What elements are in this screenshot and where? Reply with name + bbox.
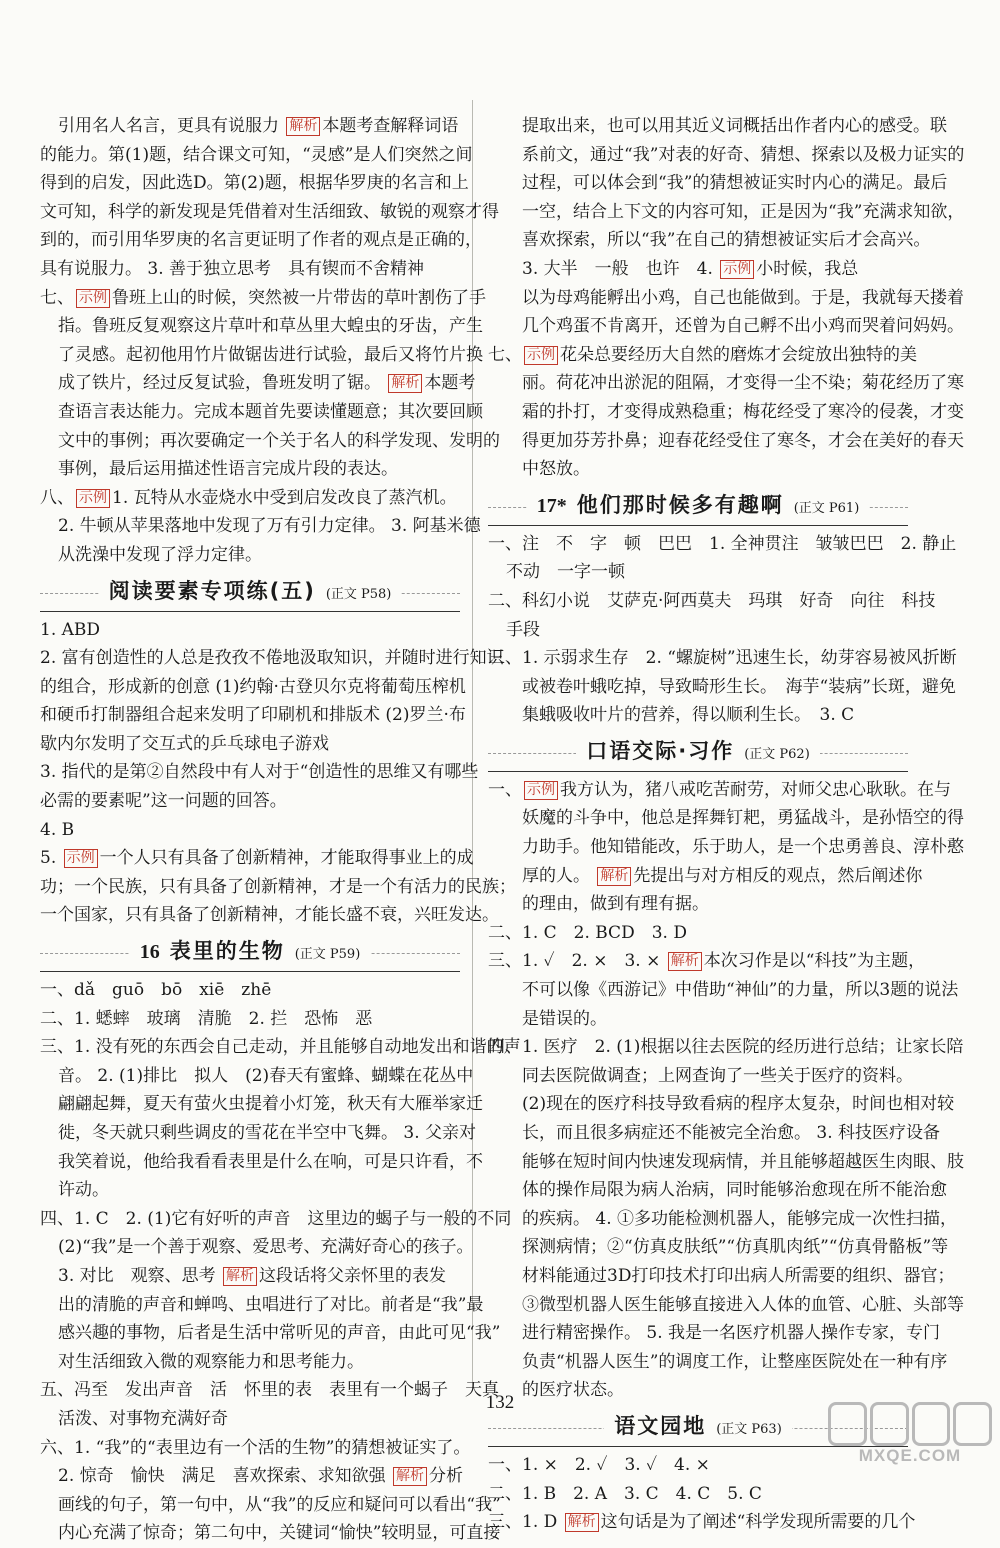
answer-line xyxy=(488,919,908,948)
page-reference: (正文 P59) xyxy=(294,947,361,963)
answer-text: 歇内尔发明了交互式的乒乓球电子游戏 xyxy=(40,733,329,754)
answer-line xyxy=(488,616,908,645)
answer-text: 不可以像《西游记》中借助“神仙”的力量，所以3题的说法 xyxy=(522,980,959,1001)
answer-line xyxy=(488,1005,908,1034)
answer-text: 七、 xyxy=(488,344,522,365)
answer-text: 七、 xyxy=(40,287,74,308)
answer-text: 分析 xyxy=(429,1466,464,1487)
answer-tag: 解析 xyxy=(223,1267,257,1286)
answer-line xyxy=(40,1005,460,1034)
section-heading xyxy=(40,932,460,974)
answer-text: 二、1. B 2. A 3. C 4. C 5. C xyxy=(488,1483,762,1504)
section-heading xyxy=(488,732,908,774)
answer-line xyxy=(488,644,957,673)
answer-line xyxy=(488,226,931,255)
page-reference: (正文 P63) xyxy=(716,1421,782,1437)
answer-text: 八、 xyxy=(40,487,74,508)
answer-text: 妖魔的斗争中，他总是挥舞钉耙，勇猛战斗，是孙悟空的得 xyxy=(522,808,964,829)
answer-text: 一空，结合上下文的内容可知，正是因为“我”充满求知欲， xyxy=(522,201,965,222)
answer-text: 集蛾吸收叶片的营养，得以顺利生长。 3. C xyxy=(522,705,855,726)
answer-text: 是错误的。 xyxy=(522,1008,607,1029)
answer-text: 过程，可以体会到“我”的猜想被证实时内心的满足。最后 xyxy=(522,173,948,194)
answer-text: 这句话是为了阐述“科学发现所需要的几个 xyxy=(600,1512,916,1533)
answer-line xyxy=(40,255,460,284)
answer-text: 事例，最后运用描述性语言完成片段的表达。 xyxy=(58,459,398,480)
answer-text: 不动 一字一顿 xyxy=(506,562,625,583)
answer-text: 三、1. ✓ 2. × 3. × xyxy=(488,951,666,972)
watermark-text: MXQE.COM xyxy=(858,1446,962,1465)
answer-tag: 示例 xyxy=(524,346,558,365)
answer-text: 文可知，科学的新发现是凭借着对生活细致、敏锐的观察才得 xyxy=(40,201,499,222)
answer-text: 一、dǎ guō bō xiē zhē xyxy=(40,980,272,1001)
answer-line xyxy=(488,862,923,891)
answer-text: 的理由，做到有理有据。 xyxy=(522,894,709,915)
answer-line xyxy=(488,530,957,559)
answer-text: ③微型机器人医生能够直接进入人体的血管、心脏、头部等 xyxy=(522,1294,964,1315)
answer-line xyxy=(488,284,964,313)
answer-line xyxy=(488,833,964,862)
answer-text: 几个鸡蛋不肯离开，还曾为自己孵不出小鸡而哭着问妈妈。 xyxy=(522,316,964,337)
answer-text: 的疾病。 4. ①多功能检测机器人，能够完成一次性扫描， xyxy=(522,1208,958,1229)
answer-line xyxy=(488,1508,916,1537)
section-title: 表里的生物 xyxy=(169,939,285,964)
answer-text: 具有说服力。 3. 善于独立思考 具有锲而不舍精神 xyxy=(40,258,425,279)
answer-text: 徙，冬天就只剩些调皮的雪花在半空中飞舞。 3. 父亲对 xyxy=(58,1123,477,1143)
answer-line xyxy=(488,776,951,805)
answer-text: 五、冯至 发出声音 活 怀里的表 表里有一个蝎子 天真 xyxy=(40,1380,499,1401)
answer-line xyxy=(40,1434,471,1463)
answer-text: 霜的扑打，才变得成熟稳重；梅花经受了寒冷的侵袭，才变 xyxy=(522,401,964,422)
answer-line xyxy=(40,616,460,645)
answer-text: 丽。荷花冲出淤泥的阻隔，才变得一尘不染；菊花经历了寒 xyxy=(522,373,964,394)
answer-line xyxy=(40,141,473,170)
answer-line xyxy=(40,226,482,255)
answer-line xyxy=(488,890,908,919)
answer-line xyxy=(40,1233,474,1262)
answer-text: 成了铁片，经过反复试验，鲁班发明了锯。 xyxy=(58,373,387,394)
answer-text: 探测病情；②“仿真皮肤纸”“仿真肌肉纸”“仿真骨骼板”等 xyxy=(522,1237,949,1258)
answer-text: 本次习作是以“科技”为主题， xyxy=(703,951,926,972)
answer-line xyxy=(488,1262,955,1291)
answer-text: 小时候，我总 xyxy=(756,258,859,279)
answer-line xyxy=(40,730,460,759)
answer-line xyxy=(488,112,947,141)
answer-text: 3. 指代的是第②自然段中有人对于“创造性的思维又有哪些 xyxy=(40,762,479,783)
answer-text: 感兴趣的事物，后者是生活中常听见的声音，由此可见“我” xyxy=(58,1323,501,1344)
answer-line xyxy=(40,427,500,456)
answer-text: 体的操作局限为病人治病，同时能够治愈现在所不能治愈 xyxy=(522,1180,947,1201)
answer-text: 音。 2. (1)排比 拟人 (2)春天有蜜蜂、蝴蝶在花丛中 xyxy=(58,1065,474,1086)
answer-text: 进行精密操作。 5. 我是一名医疗机器人操作专家，专门 xyxy=(522,1323,941,1344)
answer-text: 先提出与对方相反的观点，然后阐述你 xyxy=(633,865,923,886)
answer-line xyxy=(40,369,476,398)
answer-line xyxy=(40,312,483,341)
answer-text: 手段 xyxy=(506,619,540,640)
answer-text: 3. 对比 观察、思考 xyxy=(58,1265,222,1286)
answer-text: 4. B xyxy=(40,819,75,840)
answer-text: 本题考 xyxy=(424,373,476,394)
page-reference: (正文 P62) xyxy=(744,746,810,762)
answer-text: 从洗澡中发现了浮力定律。 xyxy=(58,544,262,565)
watermark-logo xyxy=(828,1402,992,1468)
answer-text: 一、1. × 2. ✓ 3. ✓ 4. × xyxy=(488,1454,710,1475)
answer-text: 对生活细致入微的观察能力和思考能力。 xyxy=(58,1351,364,1372)
answer-text: 必需的要素呢”这一问题的回答。 xyxy=(40,791,287,812)
answer-text: 三、1. 示弱求生存 2. “螺旋树”迅速生长，幼芽容易被风折断 xyxy=(488,648,957,669)
answer-line xyxy=(488,1291,964,1320)
answer-tag: 解析 xyxy=(565,1513,599,1532)
answer-text: 的组合，形成新的创意 (1)约翰·古登贝尔克将葡萄压榨机 xyxy=(40,676,466,697)
answer-line xyxy=(488,1205,958,1234)
answer-line xyxy=(488,1348,948,1377)
answer-line xyxy=(488,169,948,198)
answer-line xyxy=(40,673,466,702)
answer-text: 这段话将父亲怀里的表发 xyxy=(259,1265,447,1286)
answer-text: 喜欢探索，所以“我”在自己的猜想被证实后才会高兴。 xyxy=(522,230,931,251)
answer-text: 2. 富有创造性的人总是孜孜不倦地汲取知识，并随时进行知识 xyxy=(40,648,504,669)
answer-line xyxy=(488,341,917,370)
answer-tag: 解析 xyxy=(597,867,631,886)
answer-text: 厚的人。 xyxy=(522,865,596,886)
answer-line xyxy=(488,1090,955,1119)
answer-text: 系前文，通过“我”对表的好奇、猜想、探索以及极力证实的 xyxy=(522,144,965,165)
answer-text: 负责“机器人医生”的调度工作，让整座医院处在一种有序 xyxy=(522,1351,948,1372)
answer-line xyxy=(488,701,908,730)
answer-text: 三、1. 没有死的东西会自己走动，并且能够自动地发出和谐的声 xyxy=(40,1037,521,1058)
answer-tag: 示例 xyxy=(720,260,754,279)
answer-line xyxy=(40,1148,483,1177)
section-title: 口语交际·习作 xyxy=(586,738,735,763)
answer-line xyxy=(40,541,460,570)
answer-line xyxy=(488,947,926,976)
answer-line xyxy=(40,284,486,313)
answer-line xyxy=(488,1062,913,1091)
answer-text: 引用名人名言，更具有说服力 xyxy=(58,116,285,136)
answer-text: 活泼、对事物充满好奇 xyxy=(58,1408,228,1429)
answer-text: 一、 xyxy=(488,779,522,800)
answer-line xyxy=(40,844,474,873)
answer-text: 二、1. C 2. BCD 3. D xyxy=(488,922,687,943)
answer-text: 的医疗状态。 xyxy=(522,1380,624,1401)
section-title: 语文园地 xyxy=(614,1413,707,1438)
answer-line xyxy=(488,255,908,284)
answer-line xyxy=(40,512,481,541)
answer-line xyxy=(40,341,483,370)
answer-tag: 示例 xyxy=(64,849,98,868)
answer-text: 5. xyxy=(40,848,62,869)
answer-text: 一个国家，只有具备了创新精神，才能长盛不衰，兴旺发达。 xyxy=(40,905,499,926)
answer-line xyxy=(40,198,499,227)
answer-text: 三、1. D xyxy=(488,1512,563,1533)
answer-tag: 示例 xyxy=(524,781,558,800)
watermark-icon xyxy=(828,1402,992,1448)
answer-line xyxy=(488,1480,908,1509)
answer-line xyxy=(488,369,964,398)
answer-line xyxy=(488,1033,964,1062)
answer-text: 能够在短时间内快速发现病情，并且能够超越医生肉眼、肢 xyxy=(522,1151,964,1172)
page-reference: (正文 P61) xyxy=(793,500,860,516)
answer-text: 画线的句子，第一句中，从“我”的反应和疑问可以看出“我” xyxy=(58,1494,501,1515)
answer-line xyxy=(40,1348,460,1377)
answer-line xyxy=(488,312,964,341)
answer-text: 出的清脆的声音和蝉鸣、虫唱进行了对比。前者是“我”最 xyxy=(58,1294,484,1315)
answer-line xyxy=(40,816,460,845)
answer-line xyxy=(488,673,956,702)
answer-text: 3. 大半 一般 也许 4. xyxy=(522,258,719,279)
answer-text: 提取出来，也可以用其近义词概括出作者内心的感受。联 xyxy=(522,116,947,136)
answer-line xyxy=(488,587,936,616)
answer-line xyxy=(40,976,460,1005)
answer-tag: 示例 xyxy=(76,489,110,508)
answer-text: 查语言表达能力。完成本题首先要读懂题意；其次要回顾 xyxy=(58,401,483,422)
answer-tag: 解析 xyxy=(388,374,422,393)
answer-text: 了灵感。起初他用竹片做锯齿进行试验，最后又将竹片换 xyxy=(58,344,483,365)
answer-line xyxy=(40,455,460,484)
answer-line xyxy=(40,398,483,427)
answer-line xyxy=(488,976,959,1005)
answer-text: 翩翩起舞，夏天有萤火虫提着小灯笼，秋天有大雁举家迁 xyxy=(58,1094,483,1115)
answer-line xyxy=(40,701,466,730)
answer-text: 以为母鸡能孵出小鸡，自己也能做到。于是，我就每天搂着 xyxy=(522,287,964,308)
answer-text: 功；一个民族，只有具备了创新精神，才是一个有活力的民族； xyxy=(40,876,516,897)
answer-text: 力助手。他知错能改，乐于助人，是一个忠勇善良、淳朴憨 xyxy=(522,837,964,858)
answer-text: 长，而且很多病症还不能被完全治愈。 3. 科技医疗设备 xyxy=(522,1123,941,1143)
answer-text: 花朵总要经历大自然的磨炼才会绽放出独特的美 xyxy=(560,344,917,365)
answer-text: 指。鲁班反复观察这片草叶和草丛里大蝗虫的牙齿，产生 xyxy=(58,316,483,337)
section-title: 他们那时候多有趣啊 xyxy=(576,492,784,517)
answer-line xyxy=(40,1119,477,1148)
answer-line xyxy=(488,455,908,484)
section-heading xyxy=(40,572,460,614)
answer-text: 内心充满了惊奇；第二句中，关键词“愉快”较明显，可直接 xyxy=(58,1523,501,1544)
lesson-number: 17* xyxy=(536,494,567,517)
answer-text: 到的，而引用华罗庚的名言更证明了作者的观点是正确的， xyxy=(40,230,482,251)
answer-text: 文中的事例；再次要确定一个关于名人的科学发现、发明的 xyxy=(58,430,500,451)
answer-text: 1. ABD xyxy=(40,619,101,640)
answer-line xyxy=(40,1205,512,1234)
answer-line xyxy=(40,1319,501,1348)
answer-text: 2. 惊奇 愉快 满足 喜欢探索、求知欲强 xyxy=(58,1466,392,1487)
answer-text: 一个人只有具备了创新精神，才能取得事业上的成 xyxy=(99,848,474,869)
answer-line xyxy=(40,787,460,816)
answer-text: 我方认为，猪八戒吃苦耐劳，对师父忠心耿耿。在与 xyxy=(560,779,951,800)
answer-line xyxy=(40,1176,460,1205)
section-heading xyxy=(488,486,908,528)
answer-text: 1. 瓦特从水壶烧水中受到启发改良了蒸汽机。 xyxy=(112,487,457,508)
answer-text: 和硬币打制器组合起来发明了印刷机和排版术 (2)罗兰·布 xyxy=(40,705,466,726)
answer-text: 二、1. 蟋蟀 玻璃 清脆 2. 拦 恐怖 恶 xyxy=(40,1008,373,1029)
answer-line xyxy=(40,1462,464,1491)
answer-line xyxy=(40,1090,483,1119)
answer-text: 2. 牛顿从苹果落地中发现了万有引力定律。 3. 阿基米德 xyxy=(58,516,481,537)
answer-line xyxy=(488,1176,947,1205)
answer-tag: 解析 xyxy=(393,1467,427,1486)
answer-line xyxy=(40,1291,484,1320)
answer-line xyxy=(40,1262,460,1291)
answer-line xyxy=(40,644,504,673)
answer-text: 本题考查解释词语 xyxy=(322,116,459,136)
answer-text: 的能力。第(1)题，结合课文可知，“灵感”是人们突然之间 xyxy=(40,144,473,165)
answer-line xyxy=(488,558,908,587)
answer-text: 或被卷叶蛾吃掉，导致畸形生长。 海芋“装病”长斑，避免 xyxy=(522,676,956,697)
answer-line xyxy=(488,398,964,427)
answer-tag: 解析 xyxy=(668,952,702,971)
lesson-number: 16 xyxy=(139,941,160,964)
answer-line xyxy=(40,1062,474,1091)
answer-line xyxy=(488,1148,964,1177)
answer-line xyxy=(488,427,964,456)
answer-text: 得到的启发，因此选D。第(2)题，根据华罗庚的名言和上 xyxy=(40,173,469,194)
answer-text: 鲁班上山的时候，突然被一片带齿的草叶割伤了手 xyxy=(112,287,486,308)
answer-text: 六、1. “我”的“表里边有一个活的生物”的猜想被证实了。 xyxy=(40,1437,471,1458)
page-number: 132 xyxy=(485,1392,515,1413)
answer-line xyxy=(40,758,479,787)
answer-text: 二、科幻小说 艾萨克·阿西莫夫 玛琪 好奇 向往 科技 xyxy=(488,590,936,611)
answer-line xyxy=(488,1119,941,1148)
answer-text: 同去医院做调查；上网查询了一些关于医疗的资料。 xyxy=(522,1065,913,1086)
section-title: 阅读要素专项练(五) xyxy=(108,578,316,603)
page-reference: (正文 P58) xyxy=(325,586,392,602)
answer-text: 一、注 不 字 顿 巴巴 1. 全神贯注 皱皱巴巴 2. 静止 xyxy=(488,533,957,554)
answer-tag: 解析 xyxy=(286,117,320,136)
answer-text: (2)现在的医疗科技导致看病的程序太复杂，时间也相对较 xyxy=(522,1094,955,1115)
answer-line xyxy=(488,141,965,170)
answer-line xyxy=(40,169,469,198)
answer-text: 我笑着说，他给我看看表里是什么在响，可是只许看，不 xyxy=(58,1151,483,1172)
answer-text: 四、1. C 2. (1)它有好听的声音 这里边的蝎子与一般的不同 xyxy=(40,1208,512,1229)
answer-text: 许动。 xyxy=(58,1180,109,1201)
answer-text: 中怒放。 xyxy=(522,459,590,480)
answer-line xyxy=(40,484,460,513)
answer-text: 得更加芬芳扑鼻；迎春花经受住了寒冬，才会在美好的春天 xyxy=(522,430,964,451)
answer-line xyxy=(40,901,499,930)
answer-line xyxy=(488,198,965,227)
answer-text: (2)“我”是一个善于观察、爱思考、充满好奇心的孩子。 xyxy=(58,1237,474,1258)
answer-text: 材料能通过3D打印技术打印出病人所需要的组织、器官； xyxy=(522,1265,955,1286)
answer-line xyxy=(488,1319,941,1348)
answer-line xyxy=(488,804,964,833)
answer-line xyxy=(40,1491,501,1520)
answer-line xyxy=(40,1519,501,1548)
answer-line xyxy=(40,112,460,141)
answer-line xyxy=(40,873,516,902)
answer-line xyxy=(488,1233,949,1262)
answer-tag: 示例 xyxy=(76,289,110,308)
answer-line xyxy=(40,1033,521,1062)
answer-text: 四、1. 医疗 2. (1)根据以往去医院的经历进行总结；让家长陪 xyxy=(488,1037,964,1058)
